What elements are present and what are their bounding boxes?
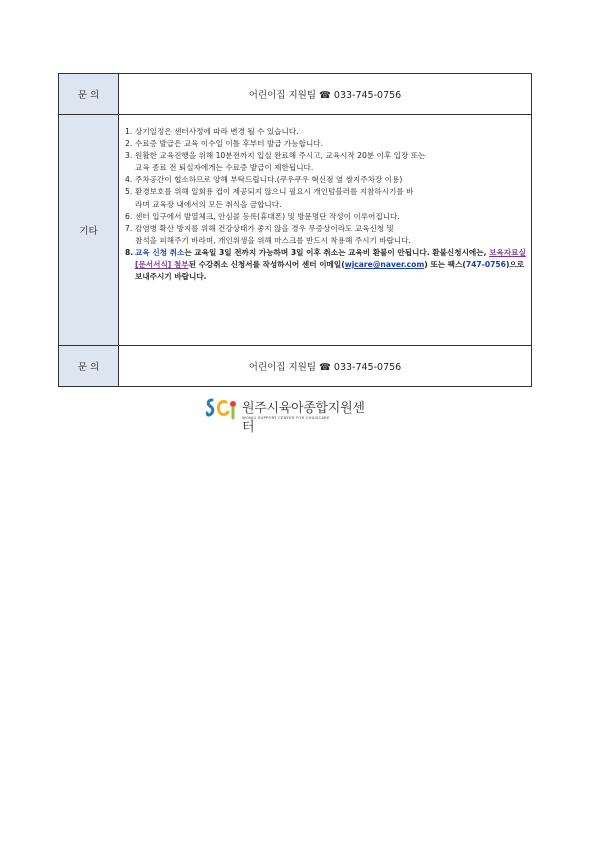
note-line: 감염병 확산 방지를 위해 건강상태가 좋지 않을 경우 무증상이라도 교육신청 및 [135, 223, 394, 233]
center-logo-name: 원주시육아종합지원센터 [242, 401, 365, 435]
note-item [125, 126, 527, 138]
note-number: 6. [125, 211, 133, 221]
note-number: 4. [125, 175, 133, 185]
note-number: 7. [125, 223, 133, 233]
contact-label: 문 의 [59, 346, 119, 387]
note-item [125, 211, 527, 223]
contact-value: 어린이집 지원팀 ☎ 033-745-0756 [119, 74, 532, 115]
contact-value: 어린이집 지원팀 ☎ 033-745-0756 [119, 346, 532, 387]
contact-label: 문 의 [59, 74, 119, 115]
fax-number: 747-0756 [465, 260, 506, 270]
note-line: 주차공간이 협소하므로 양해 부탁드립니다.(쿠우쿠우 혁신점 옆 쌈지주차장 이용) [135, 175, 403, 185]
note-line: 센터 입구에서 발열체크, 안심콜 등록(휴대폰) 및 방문명단 작성이 이루어집니다. [135, 211, 400, 221]
note-number: 2. [125, 139, 133, 149]
note-item [125, 223, 527, 247]
notes-row [59, 115, 532, 346]
center-logo-mark-icon [206, 396, 238, 422]
contact-row-bottom [59, 346, 532, 387]
note-line: 라며 교육장 내에서의 모든 취식을 금합니다. [135, 199, 282, 209]
note-number: 1. [125, 127, 133, 136]
note-line: 원활한 교육진행을 위해 10분전까지 입실 완료해 주시고, 교육시작 20분 이후 입장 또는 [135, 151, 426, 161]
note-number: 8. [125, 247, 134, 257]
note-number: 5. [125, 187, 133, 197]
note-item [125, 174, 527, 186]
email-link[interactable]: wjcare@naver.com [344, 260, 425, 270]
refund-note-text: 교육 신청 취소는 교육일 3일 전까지 가능하며 3일 이후 취소는 교육비 환불이 안됩니다. 환불신청시에는, 보육자료실[문서서식] 첨부된 수강취소 신청서를 작성하시어 센터 이메일(wjcare@naver.com) 또는 팩스(747-0756)으로 보내주시기 바랍니다. [135, 247, 526, 282]
info-table [58, 73, 532, 387]
note-line: 교육 종료 전 퇴실자에게는 수료증 발급이 제한됩니다. [135, 163, 314, 173]
note-line: 환경보호를 위해 일회용 컵이 제공되지 않으니 필요시 개인텀블러를 지참하시기를 바 [135, 187, 414, 197]
notes-label: 기타 [59, 115, 119, 346]
cancel-highlight: 교육 신청 취소 [135, 247, 185, 257]
note-number: 3. [125, 151, 133, 161]
note-item [125, 150, 527, 174]
note-line: 수료증 발급은 교육 이수일 이틀 후부터 발급 가능합니다. [135, 139, 324, 149]
notes-list [119, 115, 531, 283]
note-line: 참석을 피해주기 바라며, 개인위생을 위해 마스크를 반드시 착용해 주시기 바랍니다. [135, 235, 411, 245]
resource-room-link[interactable]: 보육자료실[문서서식] 첨부 [135, 247, 526, 270]
center-logo-subtitle: WONJU SUPPORT CENTER FOR CHILDCARE [242, 415, 330, 420]
center-logo [206, 396, 366, 435]
note-line: 상기일정은 센터사정에 따라 변경 될 수 있습니다. [135, 127, 299, 136]
note-item [125, 186, 527, 210]
note-item [125, 138, 527, 150]
note-item-refund [125, 247, 527, 283]
notes-cell [119, 115, 532, 346]
contact-row-top [59, 74, 532, 115]
